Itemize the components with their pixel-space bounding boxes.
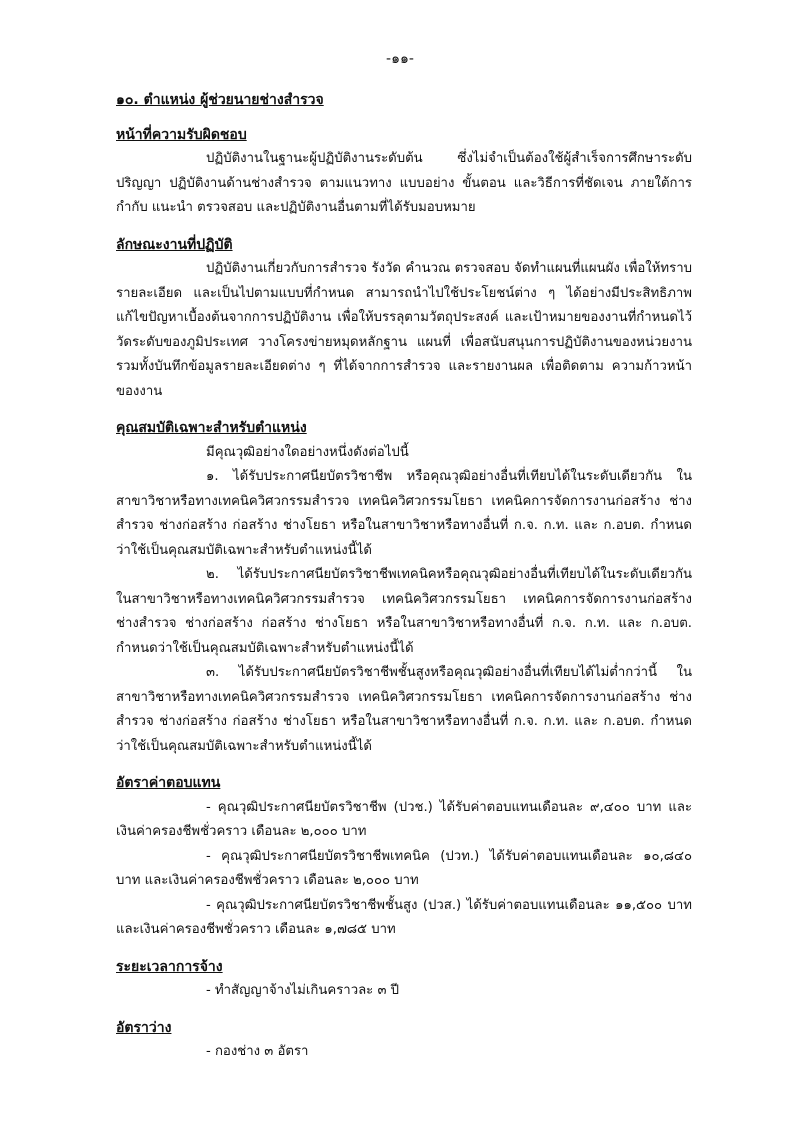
position-title: ๑๐. ตำแหน่ง ผู้ช่วยนายช่างสำรวจ xyxy=(116,92,324,108)
term-heading: ระยะเวลาการจ้าง xyxy=(116,958,223,975)
vacancy-item: - กองช่าง ๓ อัตรา xyxy=(206,1044,309,1059)
qualifications-lead: มีคุณวุฒิอย่างใดอย่างหนึ่งดังต่อไปนี้ xyxy=(206,444,409,460)
qualification-item-1: ๑. ได้รับประกาศนียบัตรวิชาชีพ หรือคุณวุฒิอย่างอื่นที่เทียบได้ในระดับเดียวกัน ในสาขาวิชาหรือทางเทคนิควิศวกรรมสำรวจ เทคนิควิศวกรรมโยธา เทคนิคการจัดการงานก่อสร้าง ช่างสำรวจ ช่างก่อสร้าง ก่อสร้าง ช่างโยธา หรือในสาขาวิชาหรือทางอื่นที่ ก.จ. ก.ท. และ ก.อบต. กำหนดว่าใช้เป็นคุณสมบัติเฉพาะสำหรับตำแหน่งนี้ได้ xyxy=(116,469,692,558)
document-body xyxy=(116,88,692,1065)
term-item: - ทำสัญญาจ้างไม่เกินคราวละ ๓ ปี xyxy=(206,983,400,998)
duties-heading: หน้าที่ความรับผิดชอบ xyxy=(116,126,247,143)
pay-heading: อัตราค่าตอบแทน xyxy=(116,775,221,791)
vacancy-heading: อัตราว่าง xyxy=(116,1019,172,1036)
duties-text: ปฏิบัติงานในฐานะผู้ปฏิบัติงานระดับต้น ซึ่งไม่จำเป็นต้องใช้ผู้สำเร็จการศึกษาระดับปริญญา ปฏิบัติงานด้านช่างสำรวจ ตามแนวทาง แบบอย่าง ขั้นตอน และวิธีการที่ชัดเจน ภายใต้การกำกับ แนะนำ ตรวจสอบ และปฏิบัติงานอื่นตามที่ได้รับมอบหมาย xyxy=(116,151,692,215)
page-number: -๑๑- xyxy=(386,51,414,67)
qualifications-heading: คุณสมบัติเฉพาะสำหรับตำแหน่ง xyxy=(116,420,307,436)
work-heading: ลักษณะงานที่ปฏิบัติ xyxy=(116,236,233,253)
qualification-item-2: ๒. ได้รับประกาศนียบัตรวิชาชีพเทคนิคหรือคุณวุฒิอย่างอื่นที่เทียบได้ในระดับเดียวกันในสาขาวิชาหรือทางเทคนิควิศวกรรมสำรวจ เทคนิควิศวกรรมโยธา เทคนิคการจัดการงานก่อสร้าง ช่างสำรวจ ช่างก่อสร้าง ก่อสร้าง ช่างโยธา หรือในสาขาวิชาหรือทางอื่นที่ ก.จ. ก.ท. และ ก.อบต. กำหนดว่าใช้เป็นคุณสมบัติเฉพาะสำหรับตำแหน่งนี้ได้ xyxy=(116,567,692,656)
work-text: ปฏิบัติงานเกี่ยวกับการสำรวจ รังวัด คำนวณ ตรวจสอบ จัดทำแผนที่แผนผัง เพื่อให้ทราบรายละเอียด และเป็นไปตามแบบที่กำหนด สามารถนำไปใช้ประโยชน์ต่าง ๆ ได้อย่างมีประสิทธิภาพ แก้ไขปัญหาเบื้องต้นจากการปฏิบัติงาน เพื่อให้บรรลุตามวัตถุประสงค์ และเป้าหมายของงานที่กำหนดไว้ วัดระดับของภูมิประเทศ วางโครงข่ายหมุดหลักฐาน แผนที่ เพื่อสนับสนุนการปฏิบัติงานของหน่วยงาน รวมทั้งบันทึกข้อมูลรายละเอียดต่าง ๆ ที่ได้จากการสำรวจ และรายงานผล เพื่อติดตาม ความก้าวหน้าของงาน xyxy=(116,261,692,399)
qualification-item-3: ๓. ได้รับประกาศนียบัตรวิชาชีพชั้นสูงหรือคุณวุฒิอย่างอื่นที่เทียบได้ไม่ต่ำกว่านี้ ในสาขาวิชาหรือทางเทคนิควิศวกรรมสำรวจ เทคนิควิศวกรรมโยธา เทคนิคการจัดการงานก่อสร้าง ช่างสำรวจ ช่างก่อสร้าง ก่อสร้าง ช่างโยธา หรือในสาขาวิชาหรือทางอื่นที่ ก.จ. ก.ท. และ ก.อบต. กำหนดว่าใช้เป็นคุณสมบัติเฉพาะสำหรับตำแหน่งนี้ได้ xyxy=(116,665,692,754)
pay-item-1: - คุณวุฒิประกาศนียบัตรวิชาชีพ (ปวช.) ได้รับค่าตอบแทนเดือนละ ๙,๔๐๐ บาท และเงินค่าครองชีพชั่วคราว เดือนละ ๒,๐๐๐ บาท xyxy=(116,799,692,839)
pay-item-2: - คุณวุฒิประกาศนียบัตรวิชาชีพเทคนิค (ปวท.) ได้รับค่าตอบแทนเดือนละ ๑๐,๘๔๐ บาท และเงินค่าครองชีพชั่วคราว เดือนละ ๒,๐๐๐ บาท xyxy=(116,848,692,888)
pay-item-3: - คุณวุฒิประกาศนียบัตรวิชาชีพชั้นสูง (ปวส.) ได้รับค่าตอบแทนเดือนละ ๑๑,๕๐๐ บาท และเงินค่าครองชีพชั่วคราว เดือนละ ๑,๗๘๕ บาท xyxy=(116,897,692,937)
